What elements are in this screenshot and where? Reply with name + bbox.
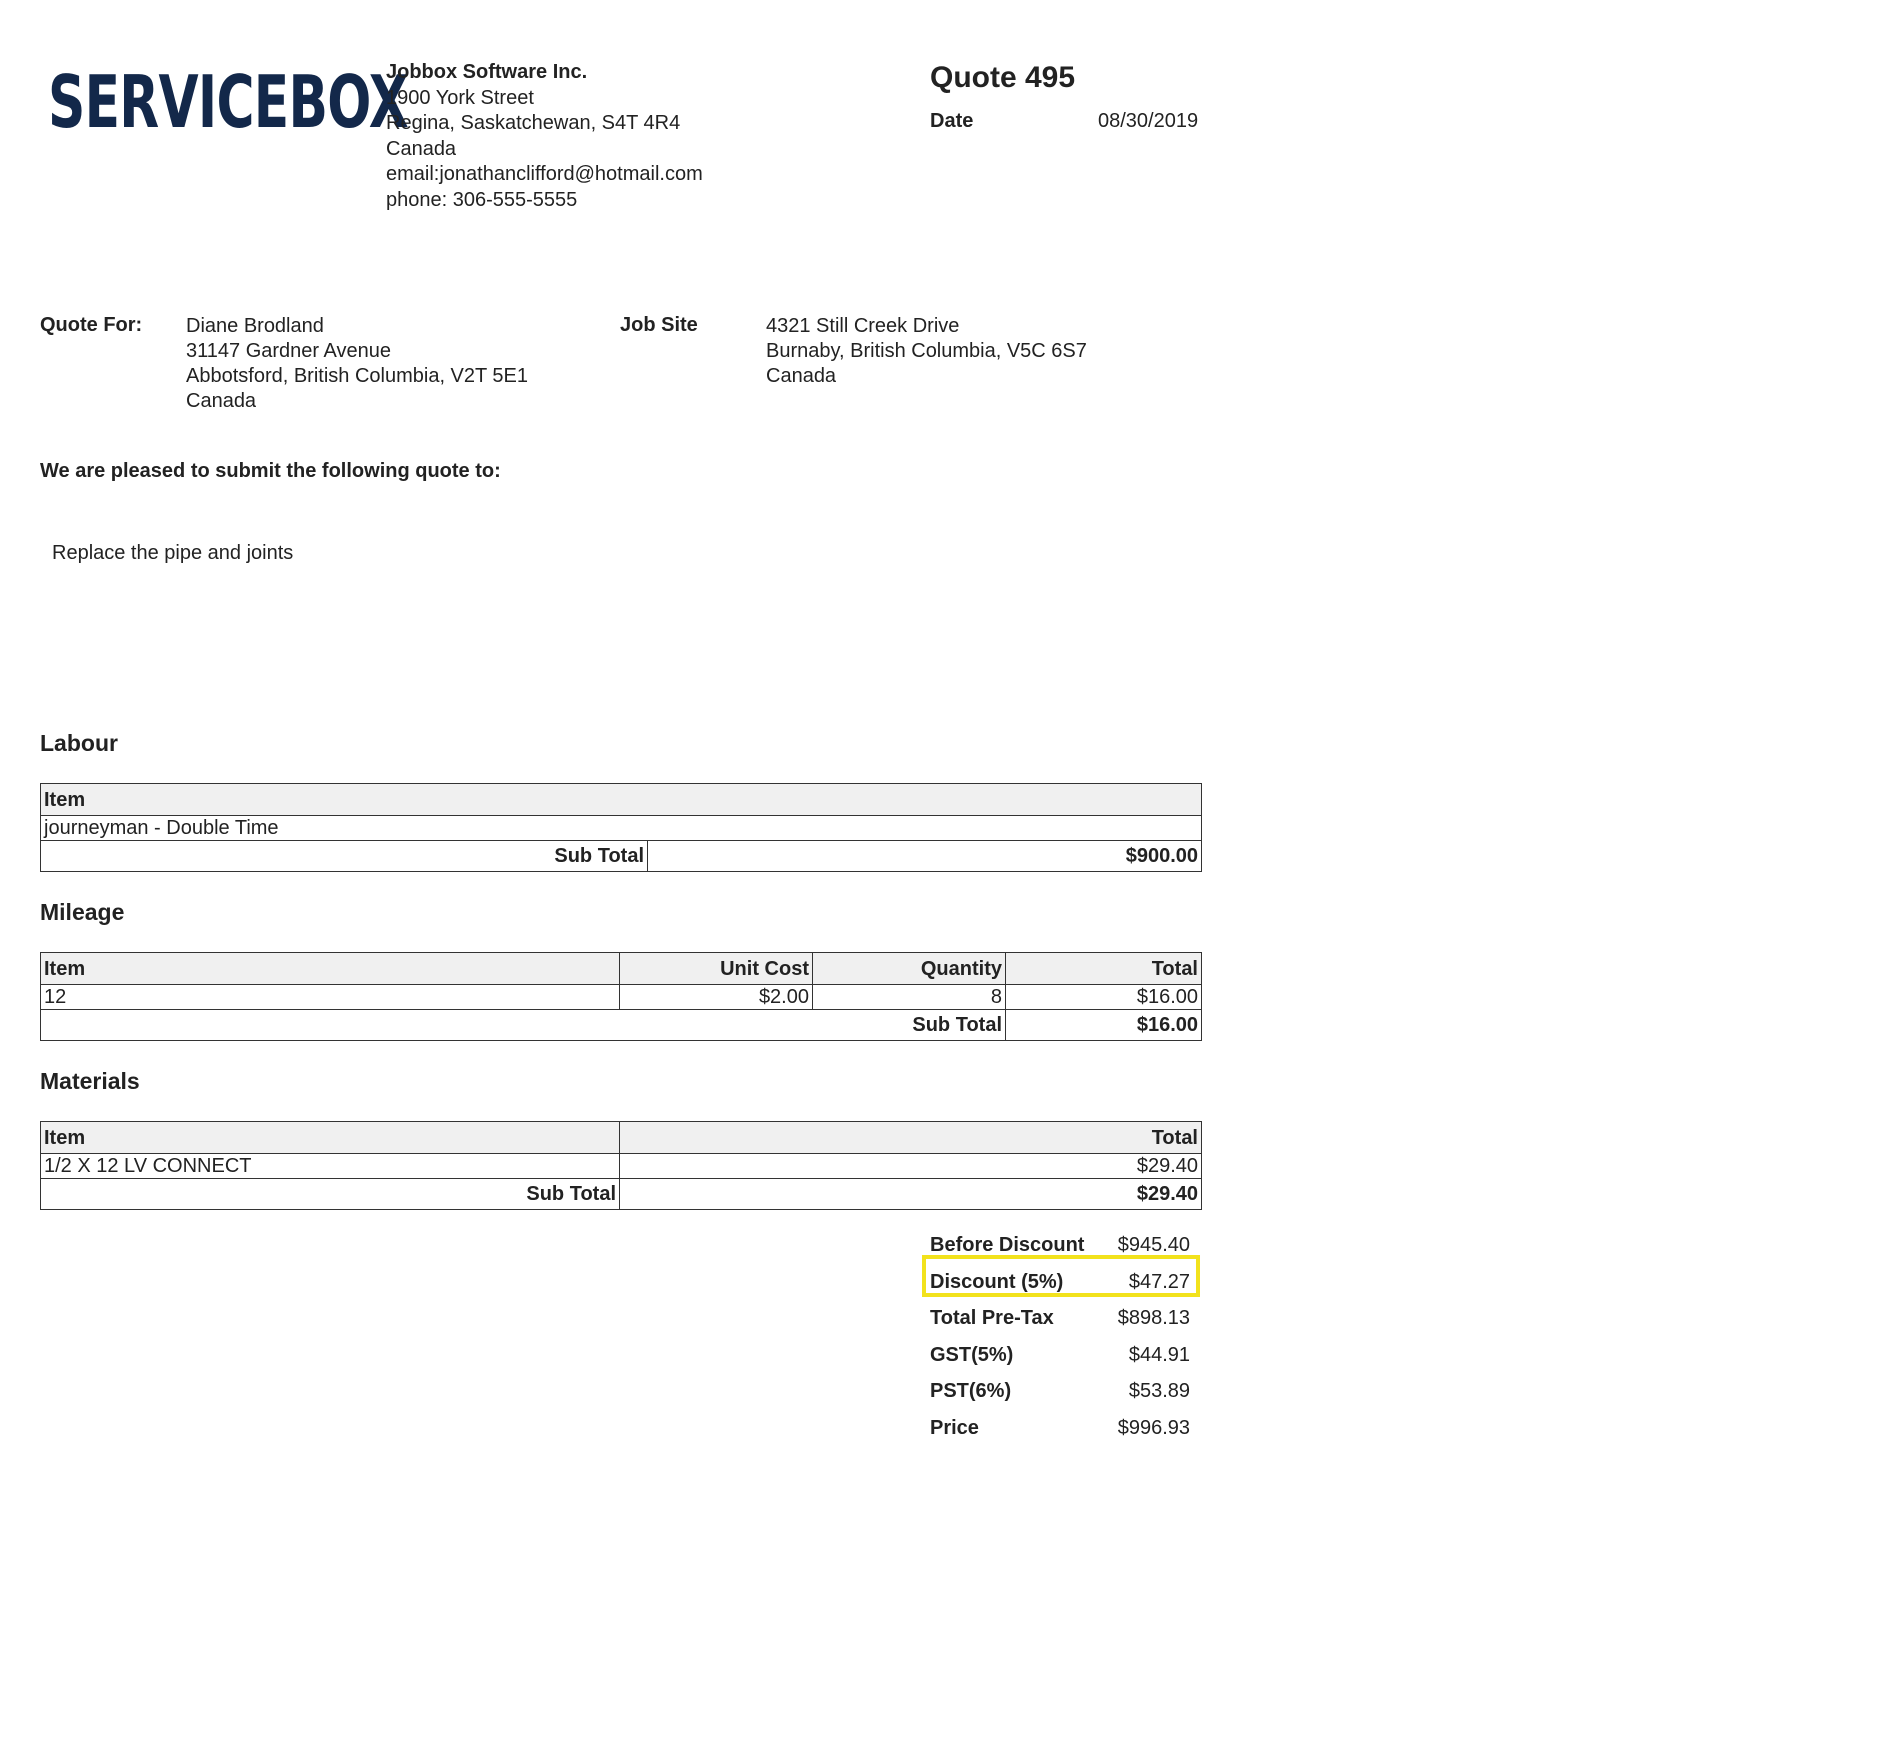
mileage-row-quantity: 8 (813, 985, 1006, 1010)
table-row (41, 985, 1202, 1010)
mileage-row-item: 12 (41, 985, 620, 1010)
job-site-country: Canada (766, 365, 837, 387)
before-discount-label: Before Discount (930, 1234, 1085, 1256)
pre-tax-label: Total Pre-Tax (930, 1307, 1054, 1329)
discount-highlight-box (922, 1255, 1200, 1297)
client-country: Canada (186, 390, 257, 412)
mileage-header-quantity: Quantity (813, 953, 1006, 985)
quote-for-address (186, 314, 528, 414)
materials-subtotal-value: $29.40 (620, 1179, 1202, 1210)
company-country: Canada (386, 137, 457, 160)
materials-section-title: Materials (40, 1068, 140, 1094)
before-discount-value: $945.40 (1117, 1234, 1190, 1256)
company-email: email:jonathanclifford@hotmail.com (386, 163, 703, 185)
mileage-header-unit-cost: Unit Cost (620, 953, 813, 985)
company-address-block (386, 60, 703, 213)
price-label: Price (930, 1416, 979, 1439)
company-logo: SERVICEBOX (48, 60, 409, 144)
mileage-header-item: Item (41, 953, 620, 985)
job-site-address (766, 314, 1087, 389)
labour-subtotal-row (41, 841, 1202, 872)
discount-value: $47.27 (1128, 1270, 1190, 1293)
company-name: Jobbox Software Inc. (386, 61, 588, 83)
labour-subtotal-label: Sub Total (41, 841, 648, 872)
totals-row-pre-tax (930, 1301, 1200, 1338)
gst-value: $44.91 (1128, 1343, 1190, 1366)
mileage-row-unit-cost: $2.00 (620, 985, 813, 1010)
quote-title: Quote 495 (930, 61, 1076, 94)
table-row (41, 1154, 1202, 1179)
totals-row-gst (930, 1338, 1200, 1375)
materials-row-item: 1/2 X 12 LV CONNECT (41, 1154, 620, 1179)
mileage-subtotal-label: Sub Total (41, 1010, 1006, 1041)
date-value: 08/30/2019 (1098, 110, 1199, 132)
mileage-section-title: Mileage (40, 899, 125, 925)
pst-label: PST(6%) (930, 1380, 1012, 1402)
company-city: Regina, Saskatchewan, S4T 4R4 (386, 112, 681, 134)
mileage-header-total: Total (1006, 953, 1202, 985)
labour-header-item: Item (41, 784, 1202, 816)
gst-label: GST(5%) (930, 1343, 1014, 1366)
client-street: 31147 Gardner Avenue (186, 340, 391, 362)
labour-section-title: Labour (40, 730, 118, 756)
client-city: Abbotsford, British Columbia, V2T 5E1 (186, 365, 529, 387)
mileage-row-total: $16.00 (1006, 985, 1202, 1010)
labour-table (40, 783, 1202, 872)
company-phone: phone: 306-555-5555 (386, 188, 578, 211)
materials-subtotal-row (41, 1179, 1202, 1210)
table-row (41, 816, 1202, 841)
mileage-subtotal-value: $16.00 (1006, 1010, 1202, 1041)
company-street: 1900 York Street (386, 86, 534, 109)
pre-tax-value: $898.13 (1117, 1307, 1190, 1329)
labour-subtotal-value: $900.00 (648, 841, 1202, 872)
materials-subtotal-label: Sub Total (41, 1179, 620, 1210)
job-description: Replace the pipe and joints (52, 542, 294, 564)
materials-row-total: $29.40 (620, 1154, 1202, 1179)
labour-row-item: journeyman - Double Time (41, 816, 1202, 841)
job-site-street: 4321 Still Creek Drive (766, 315, 960, 337)
client-name: Diane Brodland (186, 315, 324, 337)
price-value: $996.93 (1117, 1416, 1190, 1439)
totals-row-price (930, 1411, 1200, 1448)
totals-row-pst (930, 1374, 1200, 1411)
date-label: Date (930, 110, 974, 132)
intro-text: We are pleased to submit the following quote to: (40, 460, 501, 482)
quote-for-label: Quote For: (40, 314, 143, 336)
job-site-label: Job Site (620, 314, 698, 336)
mileage-subtotal-row (41, 1010, 1202, 1041)
pst-value: $53.89 (1128, 1380, 1190, 1402)
materials-header-total: Total (620, 1122, 1202, 1154)
materials-header-item: Item (41, 1122, 620, 1154)
job-site-city: Burnaby, British Columbia, V5C 6S7 (766, 340, 1087, 362)
mileage-table (40, 952, 1202, 1041)
materials-table (40, 1121, 1202, 1210)
discount-label: Discount (5%) (930, 1270, 1064, 1293)
